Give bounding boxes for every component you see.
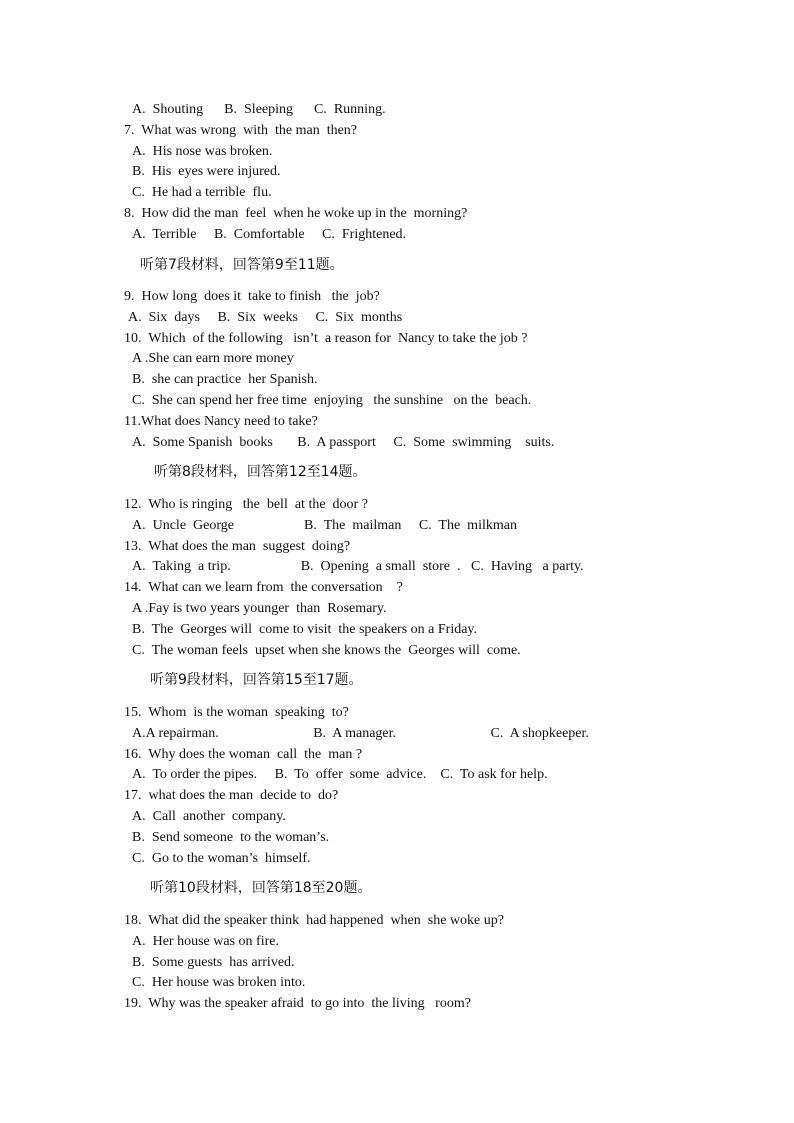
question-12: 12. Who is ringing the bell at the door ?	[124, 497, 368, 512]
q17-option-b: B. Send someone to the woman’s.	[132, 830, 330, 845]
question-14: 14. What can we learn from the conversation ?	[124, 580, 403, 595]
q17-option-a: A. Call another company.	[132, 809, 286, 824]
q10-option-a: A .She can earn more money	[132, 351, 294, 366]
q17-option-c: C. Go to the woman’s himself.	[132, 851, 311, 866]
q9-options: A. Six days B. Six weeks C. Six months	[128, 310, 403, 325]
question-7: 7. What was wrong with the man then?	[124, 123, 358, 138]
q15-options: A.A repairman. B. A manager. C. A shopkeeper.	[132, 726, 589, 741]
q10-option-c: C. She can spend her free time enjoying the sunshine on the beach.	[132, 393, 532, 408]
q14-option-c: C. The woman feels upset when she knows the Georges will come.	[132, 643, 521, 658]
q16-options: A. To order the pipes. B. To offer some advice. C. To ask for help.	[132, 767, 548, 782]
q11-options: A. Some Spanish books B. A passport C. Some swimming suits.	[132, 435, 555, 450]
question-13: 13. What does the man suggest doing?	[124, 539, 351, 554]
section-heading-9: 听第9段材料，回答第15至17题。	[150, 672, 363, 688]
question-18: 18. What did the speaker think had happened when she woke up?	[124, 913, 504, 928]
q8-options: A. Terrible B. Comfortable C. Frightened.	[132, 227, 407, 242]
question-16: 16. Why does the woman call the man ?	[124, 747, 363, 762]
q7-option-b: B. His eyes were injured.	[132, 164, 281, 179]
section-heading-10: 听第10段材料，回答第18至20题。	[150, 880, 372, 896]
q10-option-b: B. she can practice her Spanish.	[132, 372, 318, 387]
q18-option-b: B. Some guests has arrived.	[132, 955, 295, 970]
question-17: 17. what does the man decide to do?	[124, 788, 339, 803]
question-11: 11.What does Nancy need to take?	[124, 414, 318, 429]
question-10: 10. Which of the following isn’t a reason for Nancy to take the job ?	[124, 331, 528, 346]
section-heading-8: 听第8段材料，回答第12至14题。	[154, 464, 367, 480]
question-15: 15. Whom is the woman speaking to?	[124, 705, 349, 720]
question-9: 9. How long does it take to finish the job?	[124, 289, 380, 304]
q18-option-c: C. Her house was broken into.	[132, 975, 306, 990]
question-8: 8. How did the man feel when he woke up in the morning?	[124, 206, 468, 221]
q7-option-a: A. His nose was broken.	[132, 144, 273, 159]
q14-option-b: B. The Georges will come to visit the speakers on a Friday.	[132, 622, 478, 637]
question-19: 19. Why was the speaker afraid to go into the living room?	[124, 996, 471, 1011]
q6-options: A. Shouting B. Sleeping C. Running.	[132, 102, 386, 117]
q18-option-a: A. Her house was on fire.	[132, 934, 279, 949]
q12-options: A. Uncle George B. The mailman C. The milkman	[132, 518, 517, 533]
q13-options: A. Taking a trip. B. Opening a small store . C. Having a party.	[132, 559, 584, 574]
q14-option-a: A .Fay is two years younger than Rosemary.	[132, 601, 387, 616]
q7-option-c: C. He had a terrible flu.	[132, 185, 272, 200]
section-heading-7: 听第7段材料，回答第9至11题。	[140, 257, 344, 273]
